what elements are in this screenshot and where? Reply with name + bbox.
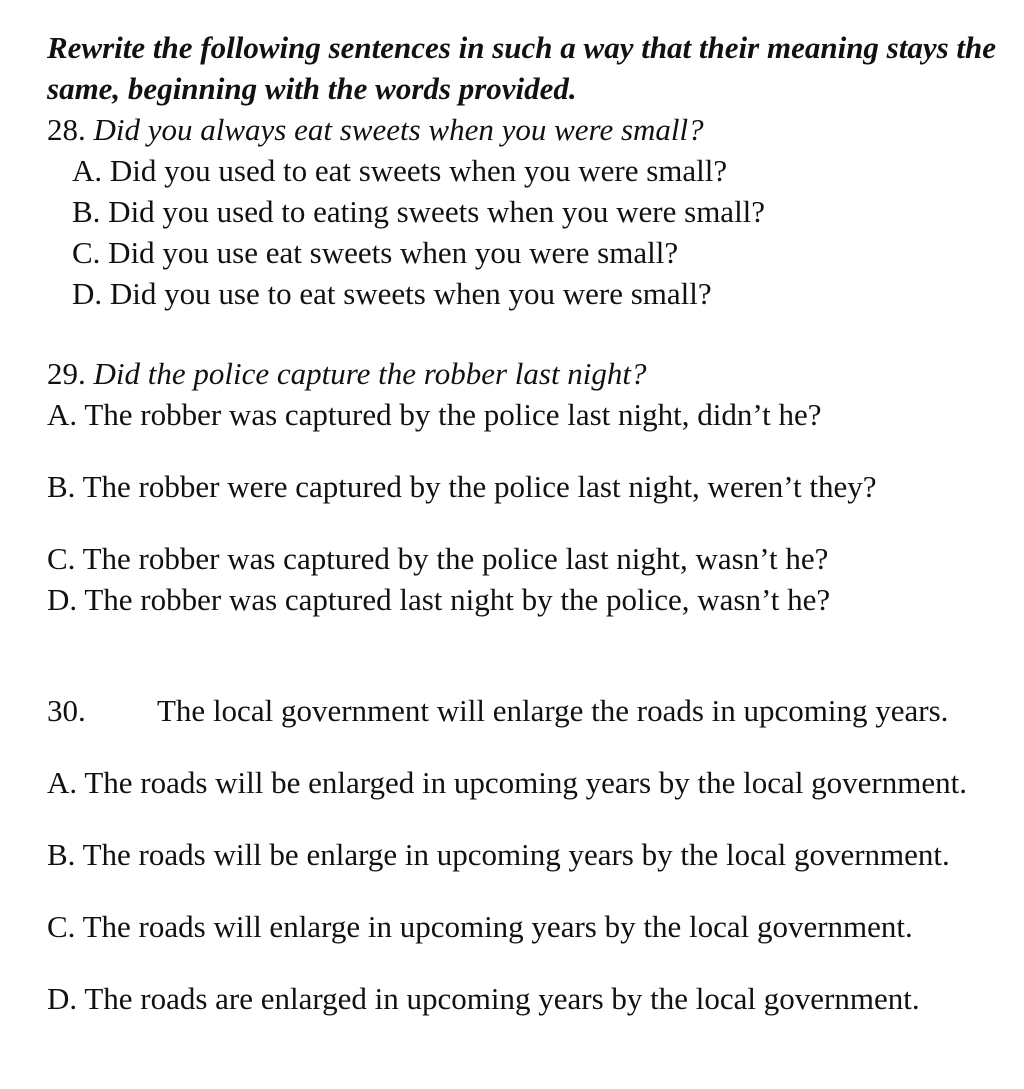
question-text: The local government will enlarge the roads in upcoming years. (157, 693, 949, 728)
spacer (47, 620, 999, 659)
instructions-text: Rewrite the following sentences in such a way that their meaning stays the same, beginning with the words provided. (47, 30, 997, 106)
option-c: C. The robber was captured by the police last night, wasn’t he? (47, 541, 829, 576)
option-d: D. The roads are enlarged in upcoming years by the local government. (47, 981, 920, 1016)
question-text: Did the police capture the robber last night? (93, 356, 647, 391)
option-b: B. The roads will be enlarge in upcoming years by the local government. (47, 837, 950, 872)
option-a: A. The robber was captured by the police last night, didn’t he? (47, 397, 822, 432)
option-d: D. Did you use to eat sweets when you were small? (72, 276, 712, 311)
question-number: 28. (47, 112, 86, 147)
question-29 (47, 353, 999, 620)
option-a: A. The roads will be enlarged in upcoming years by the local government. (47, 765, 967, 800)
worksheet (47, 27, 999, 1050)
option-b: B. Did you used to eating sweets when you were small? (72, 194, 766, 229)
question-number: 29. (47, 356, 86, 391)
question-stem (47, 109, 999, 150)
question-30 (47, 690, 999, 1019)
option-c: C. Did you use eat sweets when you were small? (72, 235, 679, 270)
question-number: 30. (47, 693, 86, 728)
option-d: D. The robber was captured last night by the police, wasn’t he? (47, 582, 831, 617)
question-28 (47, 109, 999, 314)
question-text: Did you always eat sweets when you were small? (93, 112, 704, 147)
option-b: B. The robber were captured by the police last night, weren’t they? (47, 469, 877, 504)
question-stem (47, 353, 999, 394)
spacer (47, 314, 999, 353)
option-a: A. Did you used to eat sweets when you were small? (72, 153, 728, 188)
question-stem (47, 690, 999, 731)
option-c: C. The roads will enlarge in upcoming years by the local government. (47, 909, 913, 944)
